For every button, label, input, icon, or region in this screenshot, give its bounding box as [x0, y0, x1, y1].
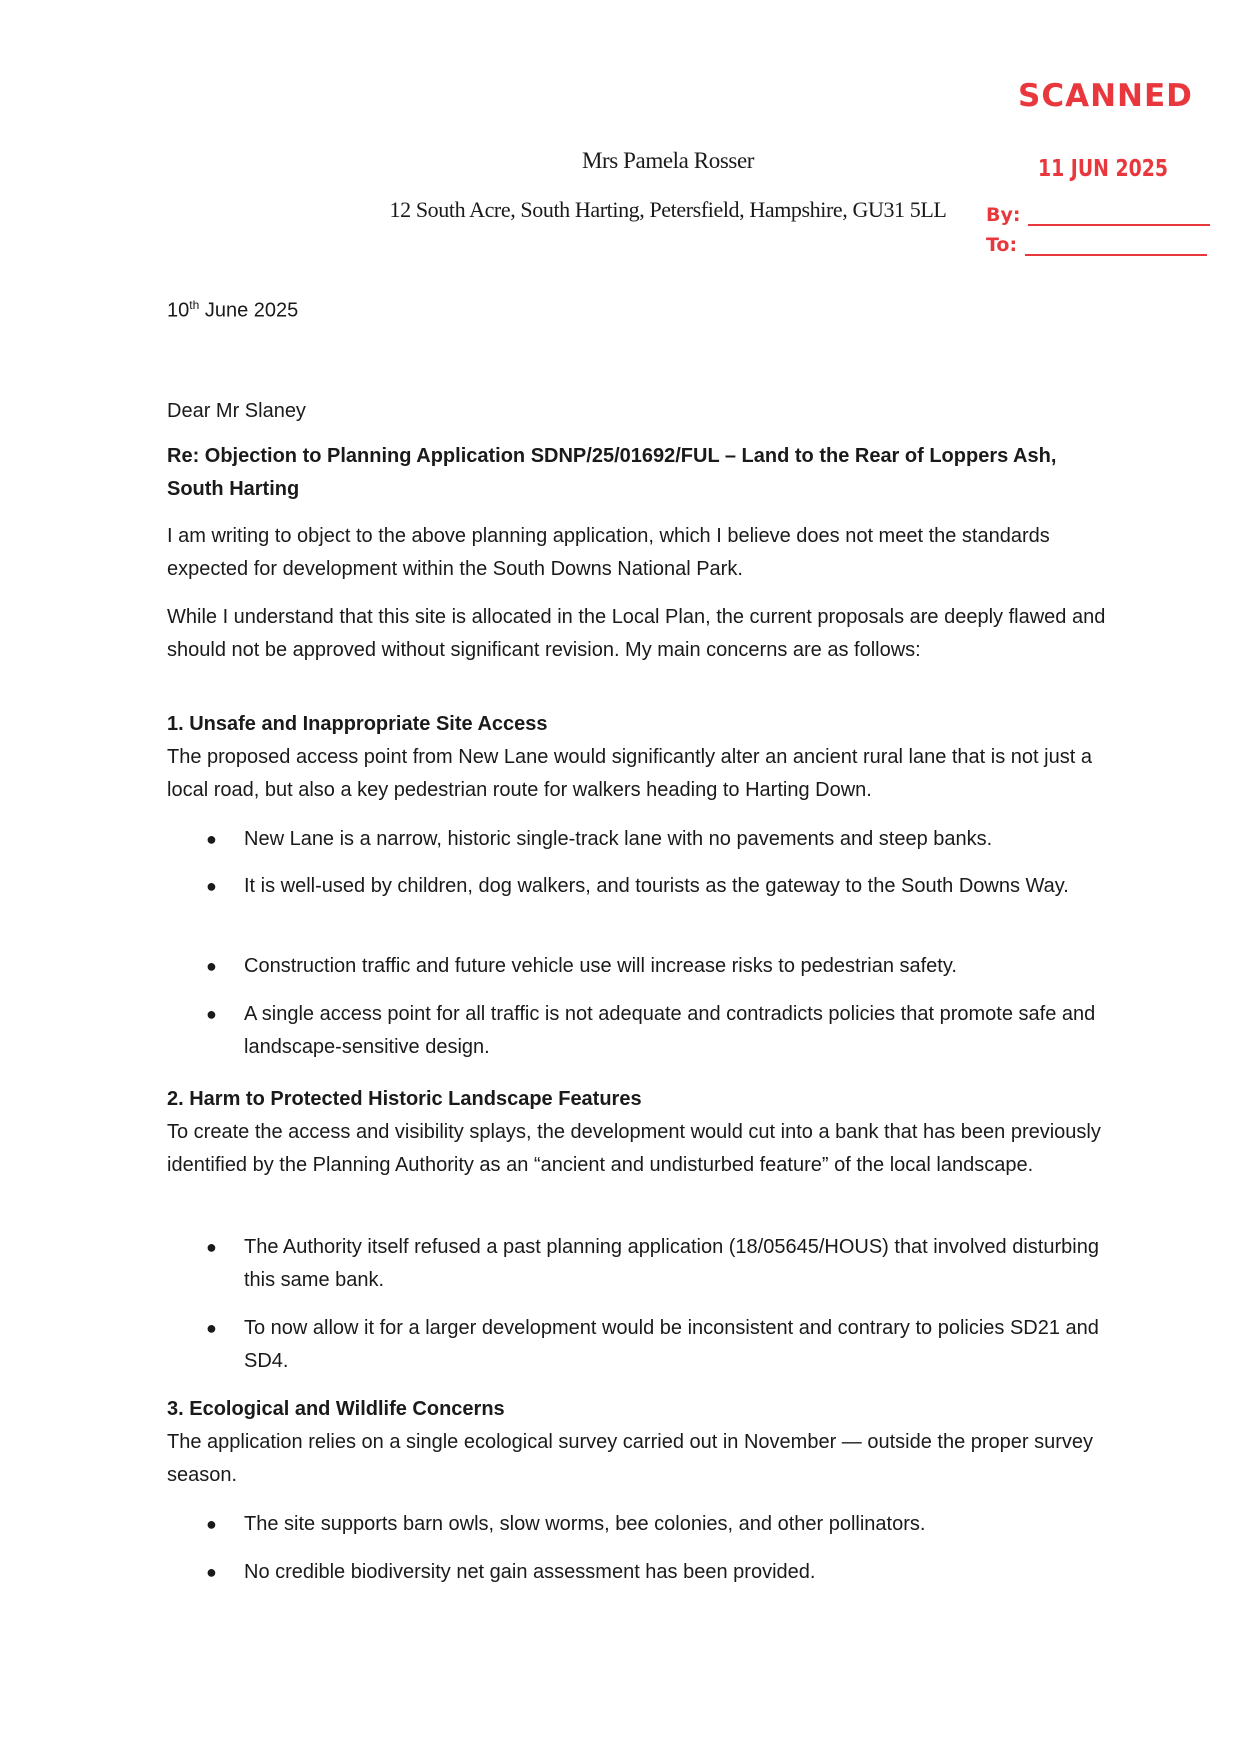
list-item	[206, 1312, 1126, 1378]
date-suffix: th	[189, 298, 200, 312]
list-item	[206, 1508, 1126, 1541]
paragraph: I am writing to object to the above planning application, which I believe does not meet the standards expected for development within the South Downs National Park.	[167, 525, 1050, 580]
salutation: Dear Mr Slaney	[167, 400, 306, 422]
list-item-text: The Authority itself refused a past planning application (18/05645/HOUS) that involved disturbing this same bank.	[244, 1236, 1099, 1291]
list-item-text: A single access point for all traffic is not adequate and contradicts policies that promote safe and landscape-sensitive design.	[244, 1003, 1096, 1058]
section-heading: 1. Unsafe and Inappropriate Site Access	[167, 713, 548, 735]
section-heading: 2. Harm to Protected Historic Landscape Features	[167, 1088, 642, 1110]
bullet-icon: ●	[206, 1004, 217, 1024]
list-item	[206, 823, 1126, 856]
date-rest: June 2025	[199, 299, 299, 322]
stamp-to-label: To:	[986, 234, 1018, 256]
bullet-icon: ●	[206, 1237, 217, 1257]
section-text: To create the access and visibility splays, the development would cut into a bank that has been previously identified by the Planning Authority as an “ancient and undisturbed feature” of the local landscape.	[167, 1121, 1101, 1176]
stamp-to-row	[986, 234, 1207, 256]
list-item-text: It is well-used by children, dog walkers, and tourists as the gateway to the South Downs Way.	[244, 875, 1069, 897]
list-item	[206, 870, 1126, 903]
list-item	[206, 998, 1126, 1064]
list-item-text: Construction traffic and future vehicle use will increase risks to pedestrian safety.	[244, 955, 957, 977]
stamp-by-label: By:	[986, 204, 1021, 226]
bullet-icon: ●	[206, 829, 217, 849]
bullet-icon: ●	[206, 956, 217, 976]
list-item-text: New Lane is a narrow, historic single-track lane with no pavements and steep banks.	[244, 828, 993, 850]
list-item-text: The site supports barn owls, slow worms, bee colonies, and other pollinators.	[244, 1513, 926, 1535]
list-item-text: To now allow it for a larger development would be inconsistent and contrary to policies SD21 and SD4.	[244, 1317, 1099, 1372]
bullet-icon: ●	[206, 1562, 217, 1582]
scanned-stamp-date: 11 JUN 2025	[1038, 156, 1168, 182]
letter-date	[167, 298, 298, 323]
bullet-icon: ●	[206, 1514, 217, 1534]
subject-line: Re: Objection to Planning Application SDNP/25/01692/FUL – Land to the Rear of Loppers Ash, South Harting	[167, 445, 1057, 500]
section-text: The application relies on a single ecological survey carried out in November — outside the proper survey season.	[167, 1431, 1094, 1486]
list-item	[206, 1231, 1126, 1297]
sender-address: 12 South Acre, South Harting, Petersfield, Hampshire, GU31 5LL	[389, 197, 947, 222]
section-heading: 3. Ecological and Wildlife Concerns	[167, 1398, 505, 1420]
list-item-text: No credible biodiversity net gain assessment has been provided.	[244, 1561, 816, 1583]
stamp-to-line	[1025, 240, 1207, 256]
bullet-icon: ●	[206, 1318, 217, 1338]
date-day: 10	[167, 299, 190, 322]
paragraph: While I understand that this site is allocated in the Local Plan, the current proposals are deeply flawed and should not be approved without significant revision. My main concerns are as follows:	[167, 606, 1106, 661]
list-item	[206, 950, 1126, 983]
scanned-stamp-title: SCANNED	[1018, 78, 1193, 114]
section-text: The proposed access point from New Lane would significantly alter an ancient rural lane that is not just a local road, but also a key pedestrian route for walkers heading to Harting Down.	[167, 746, 1092, 801]
bullet-icon: ●	[206, 876, 217, 896]
list-item	[206, 1556, 1126, 1589]
sender-name: Mrs Pamela Rosser	[581, 148, 755, 173]
